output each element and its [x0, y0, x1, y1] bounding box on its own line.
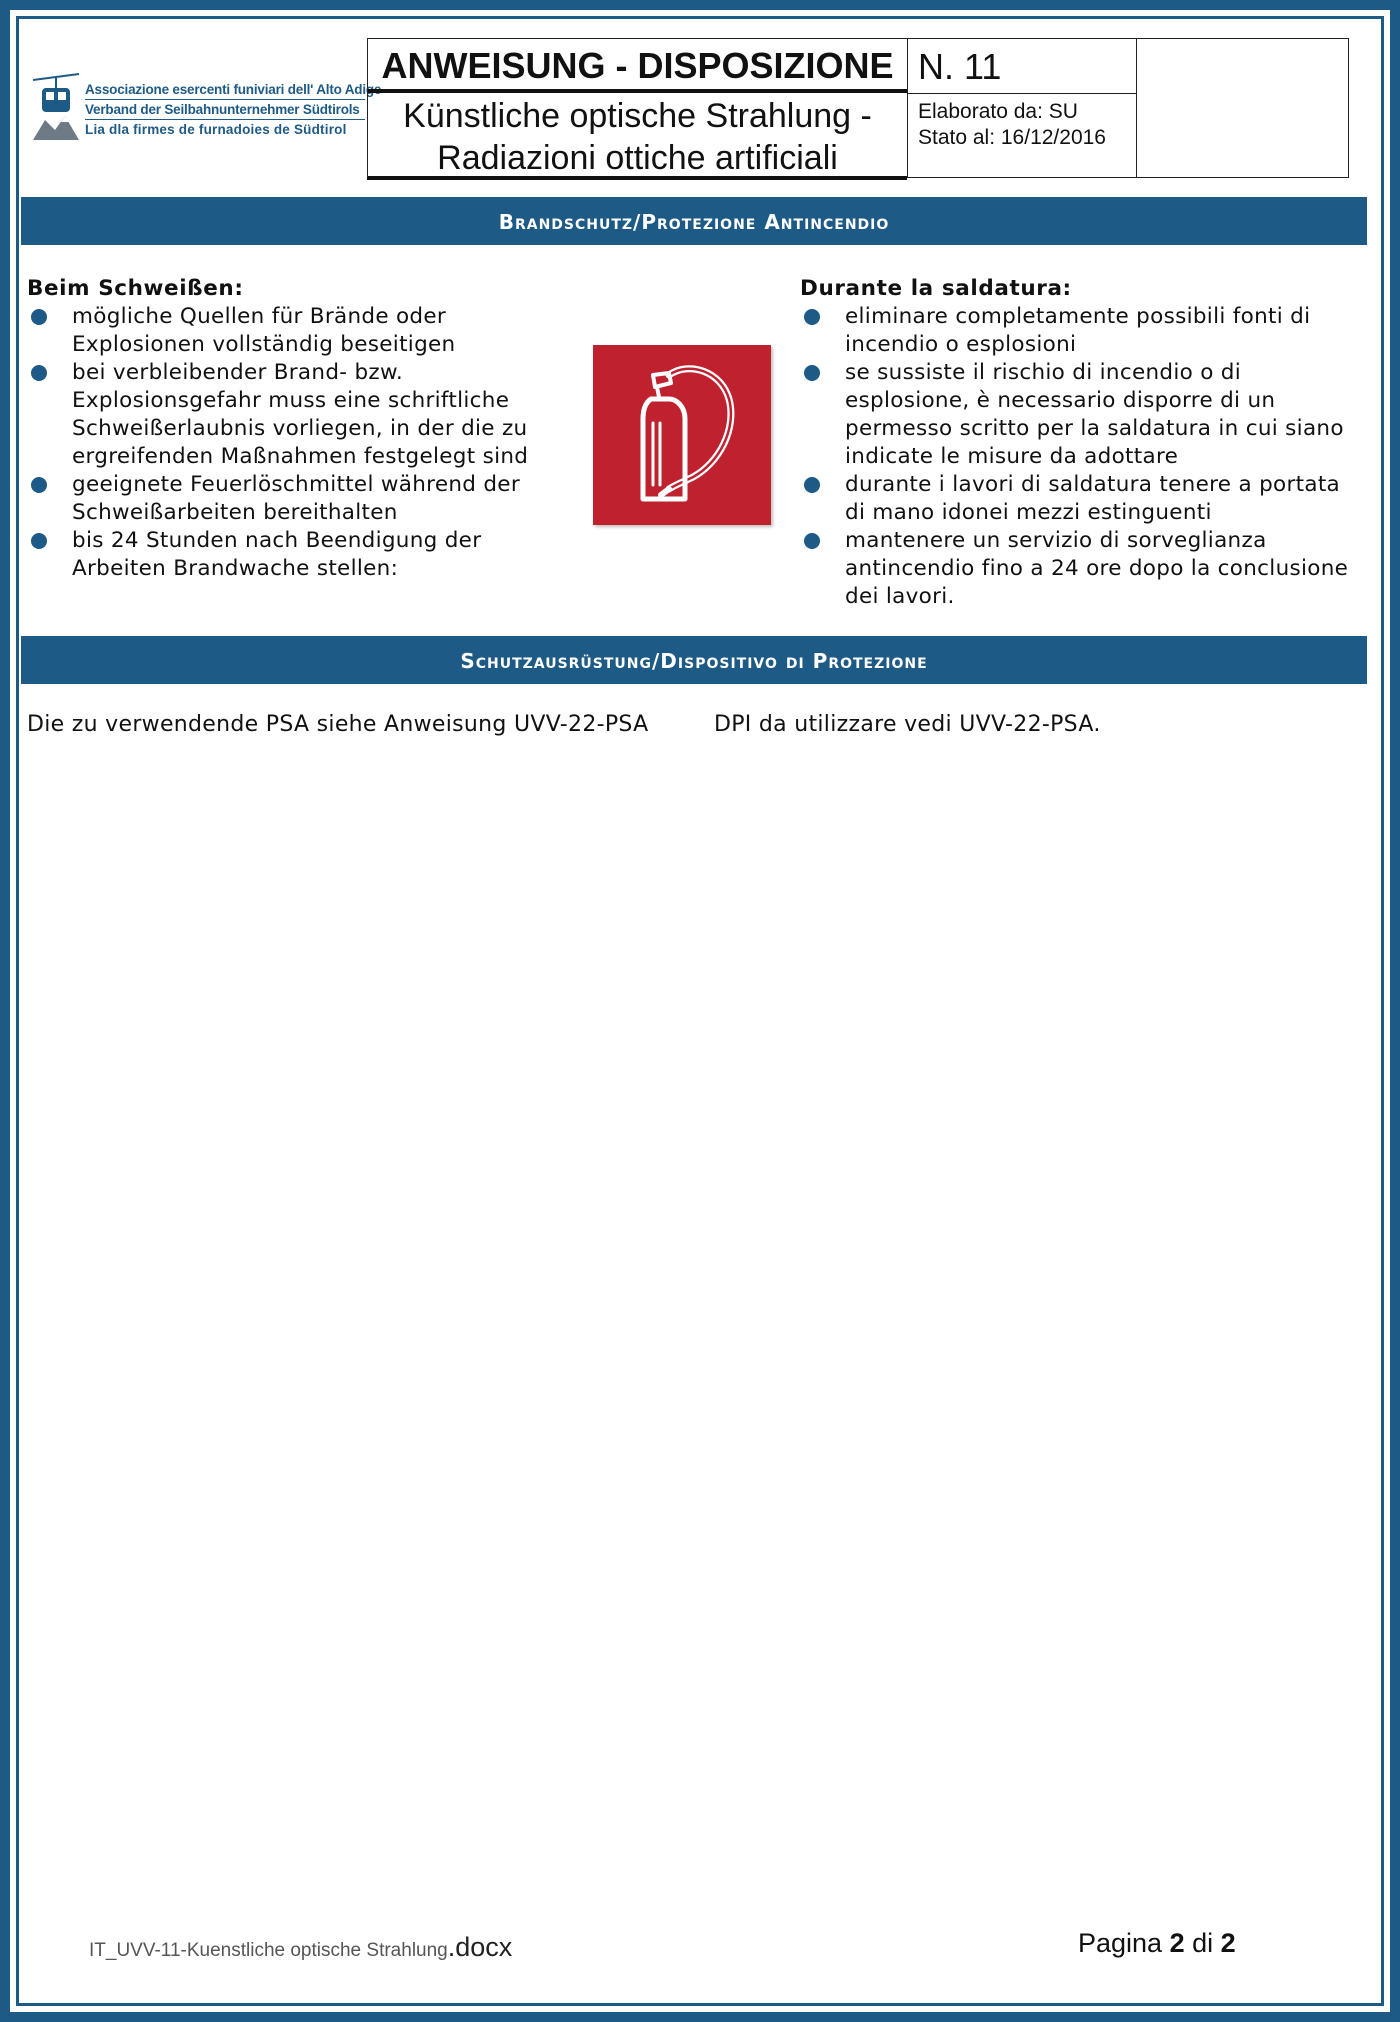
logo-line-italian: Associazione esercenti funiviari dell' Alto Adige	[85, 82, 382, 97]
list-item: geeignete Feuerlöschmittel während der Schweißarbeiten bereithalten	[27, 471, 567, 527]
list-item: bei verbleibender Brand- bzw. Explosionsgefahr muss eine schriftliche Schweißerlaubnis vorliegen, in der die zu ergreifenden Maßnahmen festgelegt sind	[27, 359, 567, 471]
association-logo	[25, 38, 382, 180]
list-item: bis 24 Stunden nach Beendigung der Arbeiten Brandwache stellen:	[27, 527, 567, 583]
page-sep: di	[1192, 1928, 1214, 1958]
page-current: 2	[1169, 1928, 1185, 1958]
ppe-german-text: Die zu verwendende PSA siehe Anweisung UVV-22-PSA	[27, 712, 649, 737]
list-item: mögliche Quellen für Brände oder Explosionen vollständig beseitigen	[27, 303, 567, 359]
footer-filename	[89, 1932, 512, 1963]
page-number	[1078, 1928, 1236, 1959]
italian-bullet-list	[800, 303, 1360, 611]
page-total: 2	[1220, 1928, 1236, 1958]
fire-protection-section-title: Brandschutz/Protezione Antincendio	[21, 197, 1367, 245]
blank-header-cell	[1137, 38, 1349, 178]
document-header	[25, 38, 1349, 180]
protective-equipment-section-title: Schutzausrüstung/Dispositivo di Protezione	[21, 636, 1367, 684]
gondola-icon	[33, 70, 79, 140]
fire-extinguisher-icon	[593, 345, 771, 525]
list-item: se sussiste il rischio di incendio o di esplosione, è necessario disporre di un permesso scritto per la saldatura in cui siano indicate le misure da adottare	[800, 359, 1360, 471]
logo-line-ladin: Lia dla firmes de furnadoies de Südtirol	[85, 122, 347, 137]
filename-base: IT_UVV-11-Kuenstliche optische Strahlung	[89, 1940, 448, 1961]
logo-line-german: Verband der Seilbahnunternehmer Südtirols	[85, 99, 365, 120]
list-item: eliminare completamente possibili fonti di incendio o esplosioni	[800, 303, 1360, 359]
number-cell	[907, 38, 1137, 178]
document-subtitle	[368, 95, 907, 179]
list-item: durante i lavori di saldatura tenere a portata di mano idonei mezzi estinguenti	[800, 471, 1360, 527]
document-number: N. 11	[918, 46, 1002, 87]
subtitle-line-2: Radiazioni ottiche artificiali	[437, 139, 838, 177]
title-cell	[367, 38, 907, 180]
filename-extension: .docx	[447, 1932, 513, 1962]
status-date: Stato al: 16/12/2016	[918, 126, 1106, 149]
italian-heading: Durante la saldatura:	[800, 276, 1072, 301]
document-meta	[918, 99, 1106, 151]
ppe-italian-text: DPI da utilizzare vedi UVV-22-PSA.	[714, 712, 1101, 737]
fire-protection-italian	[800, 275, 1360, 611]
list-item: mantenere un servizio di sorveglianza antincendio fino a 24 ore dopo la conclusione dei lavori.	[800, 527, 1360, 611]
document-title: ANWEISUNG - DISPOSIZIONE	[368, 39, 907, 93]
fire-protection-german	[27, 275, 567, 583]
german-bullet-list	[27, 303, 567, 583]
page-prefix: Pagina	[1078, 1928, 1163, 1958]
subtitle-line-1: Künstliche optische Strahlung -	[403, 97, 872, 135]
prepared-by: Elaborato da: SU	[918, 100, 1078, 123]
fire-extinguisher-sign	[593, 345, 771, 525]
german-heading: Beim Schweißen:	[27, 276, 244, 301]
number-divider	[908, 93, 1136, 94]
